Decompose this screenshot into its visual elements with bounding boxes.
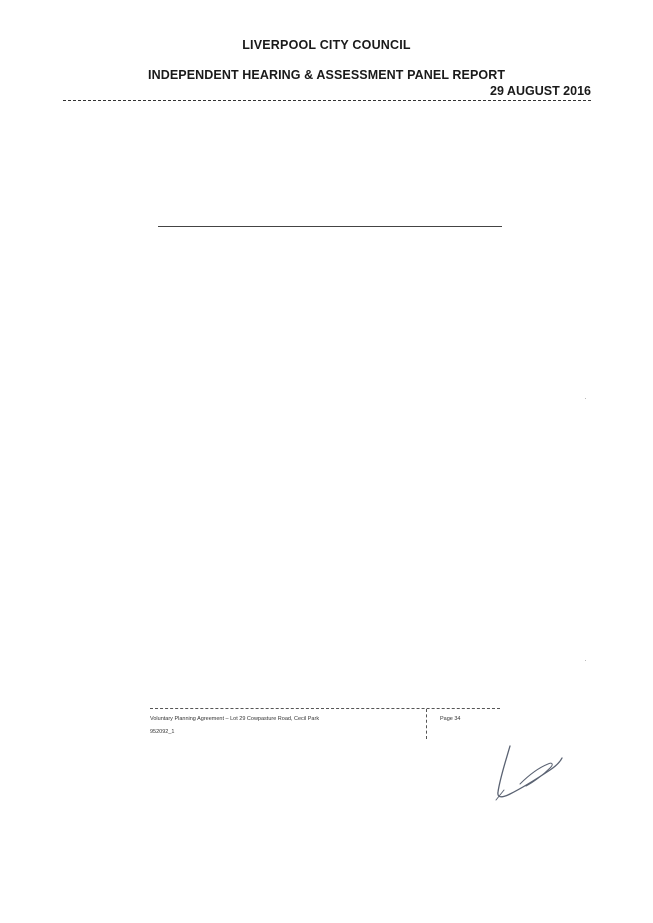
council-name: LIVERPOOL CITY COUNCIL [242, 38, 411, 52]
footer-divider [426, 709, 427, 739]
footer-document-title: Voluntary Planning Agreement – Lot 29 Cowpasture Road, Cecil Park [150, 716, 320, 722]
page-footer [150, 708, 500, 739]
header-divider [63, 100, 591, 101]
footer-document-id: 952092_1 [150, 729, 175, 735]
signature-icon [490, 742, 570, 804]
scan-speck [585, 398, 586, 399]
signature-line [158, 226, 502, 227]
footer-page-number: Page 34 [440, 716, 461, 722]
report-date: 29 AUGUST 2016 [490, 84, 591, 98]
report-title: INDEPENDENT HEARING & ASSESSMENT PANEL REPORT [148, 68, 506, 82]
scan-speck [585, 660, 586, 661]
